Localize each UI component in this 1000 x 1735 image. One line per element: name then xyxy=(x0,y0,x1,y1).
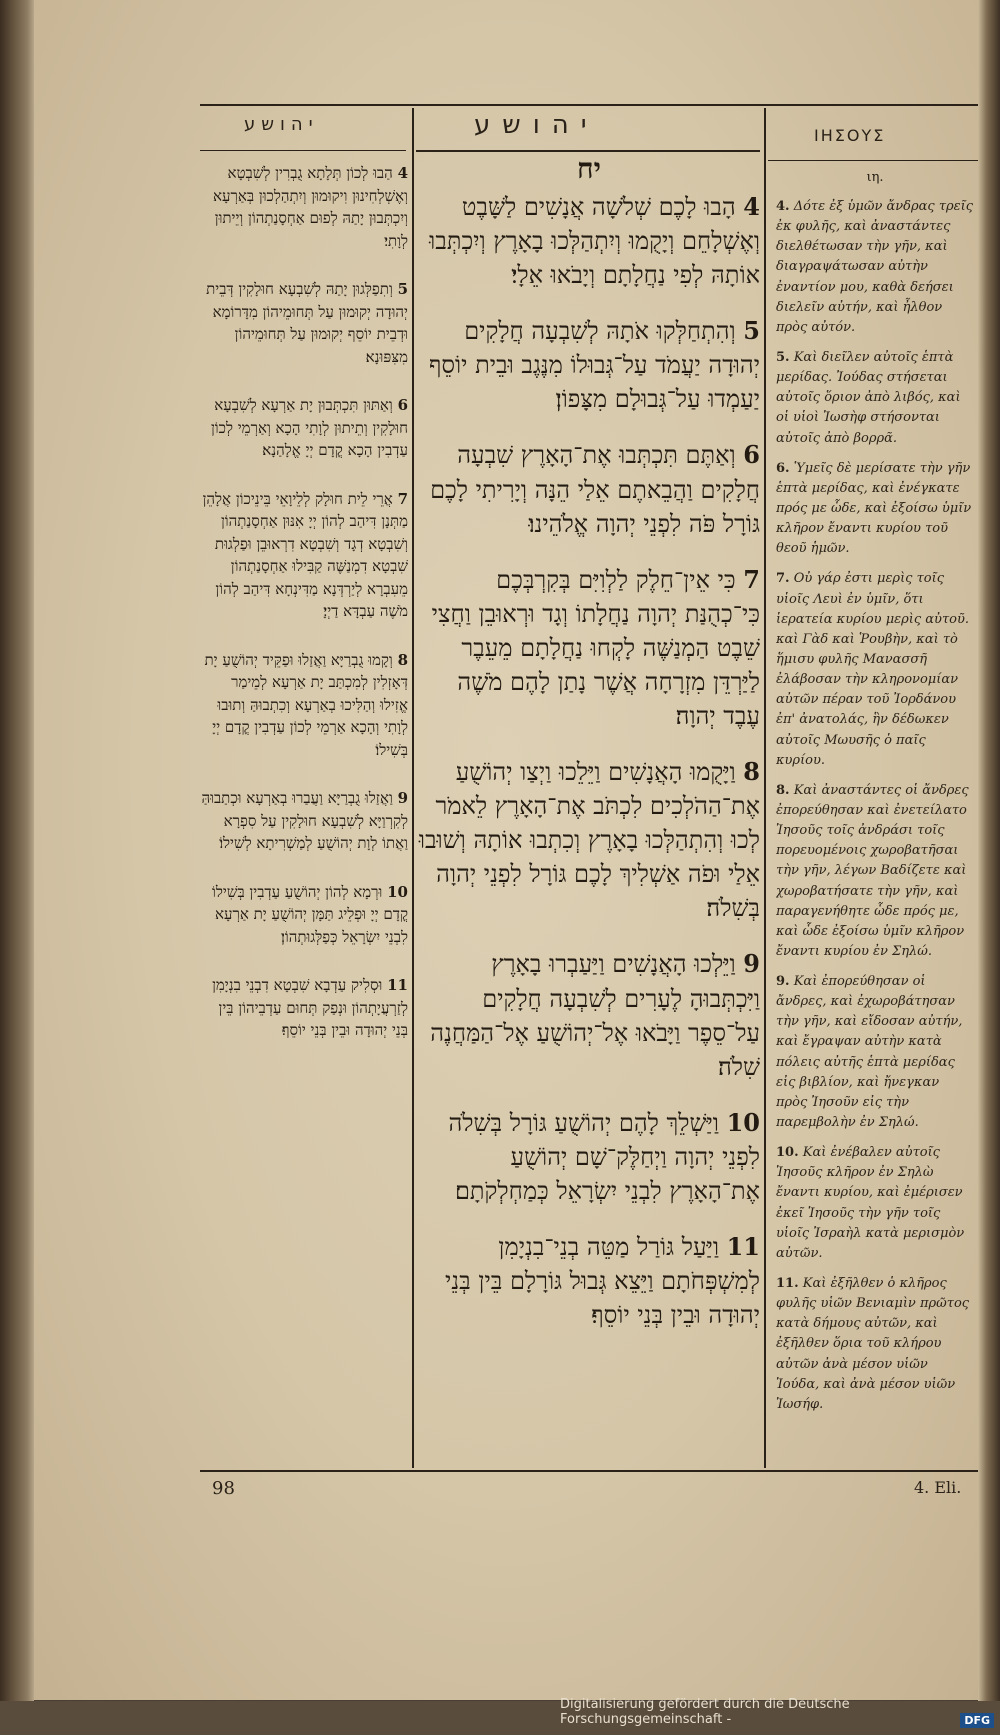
aramaic-verse-text: אֲרֵי לֵית חוּלָק לְלֵיוָאֵי בֵּינֵיכוֹן אֲלָהֵן מַתְּנָן דִּיהַב לְהוֹן יְיָ אִנּוּן אַחְסָנַתְהוֹן וְשִׁבְטָא דְגָד וְשִׁבְטָא דִרְאוּבֵן וּפַלְגוּת שִׁבְטָא דִמְנַשֶּׁה קַבִּילוּ אַחְסָנַתְהוֹן מֵעִבְרָא לְיַרְדְּנָא מַדִּינְחָא דִּיהַב לְהוֹן מֹשֶׁה עַבְדָּא דַיְיָ׃ xyxy=(202,489,408,620)
hebrew-verse xyxy=(418,563,760,733)
aramaic-verse-text: וּסְלִיק עַדְבָא שִׁבְטָא דִבְנֵי בִנְיָמִן לְזַרְעֲיָתְהוֹן וּנְפַק תְּחוּם עַדְבֵיהוֹן בֵּין בְּנֵי יְהוּדָה וּבֵין בְּנֵי יוֹסֵף׃ xyxy=(212,976,408,1039)
hebrew-verse-number: 8 xyxy=(743,757,760,787)
aramaic-verse-text: וְתִפַלְּגוּן יָתַהּ לְשִׁבְעָא חוּלָקִין דְּבֵית יְהוּדָה יְקוּמוּן עַל תְּחוּמֵיהוֹן מִדָּרוֹמָא וּדְבֵית יוֹסֵף יְקוּמוּן עַל תְּחוּמֵיהוֹן מִצִּפּוּנָא׃ xyxy=(206,280,408,366)
greek-verse xyxy=(776,972,974,1133)
hebrew-verse-text: וַיֵּלְכוּ הָאֲנָשִׁים וַיַּעַבְרוּ בָאָרֶץ וַיִּכְתְּבוּהָ לֶעָרִים לְשִׁבְעָה חֲלָקִים עַל־סֵפֶר וַיָּבֹאוּ אֶל־יְהוֹשֻׁעַ אֶל־הַמַּחֲנֶה שִׁלֹה׃ xyxy=(430,950,760,1081)
book-binding-left xyxy=(0,0,34,1735)
header-aramaic: יהושע xyxy=(244,114,319,135)
greek-verse-text: Καὶ διεῖλεν αὐτοῖς ἑπτὰ μερίδας. Ἰούδας στήσεται αὐτοῖς ὅριον ἀπὸ λιβός, καὶ οἱ υἱοὶ Ἰωσὴφ στήσονται αὐτοῖς ἀπὸ βορρᾶ. xyxy=(776,349,961,446)
book-edge-right xyxy=(978,0,1000,1735)
greek-verse xyxy=(776,197,974,338)
greek-verse xyxy=(776,569,974,770)
hebrew-verse-number: 7 xyxy=(743,564,760,594)
aramaic-verse-text: וְקָמוּ גֻבְרַיָּא וַאֲזַלוּ וּפַקֵּיד יְהוֹשֻׁעַ יָת דְּאָזְלִין לְמִכְתַּב יָת אַרְעָא לְמֵימַר אֱזִילוּ וְהַלִּיכוּ בְאַרְעָא וְכִתְבוּהַּ וְתוּבוּ לְוָתִי וְהָכָא אַרְמֵי לְכוֹן עַדְבִין קֳדָם יְיָ בְּשִׁילוֹ׃ xyxy=(204,650,408,759)
col-rule-2 xyxy=(764,108,766,1468)
hebrew-verse-text: וַיַּשְׁלֵךְ לָהֶם יְהוֹשֻׁעַ גּוֹרָל בְּשִׁלֹה לִפְנֵי יְהוָה וַיְחַלֶּק־שָׁם יְהוֹשֻׁעַ אֶת־הָאָרֶץ לִבְנֵי יִשְׂרָאֵל כְּמַחְלְקֹתָם׃ xyxy=(448,1108,760,1205)
hebrew-verse xyxy=(418,947,760,1083)
aramaic-verse-number: 9 xyxy=(397,789,408,807)
head-rule-aramaic xyxy=(200,150,406,151)
greek-verse-text: Ὑμεῖς δὲ μερίσατε τὴν γῆν ἑπτὰ μερίδας, καὶ ἐνέγκατε πρός με ὧδε, καὶ ἐξοίσω ὑμῖν κλῆρον ἔναντι κυρίου τοῦ θεοῦ ἡμῶν. xyxy=(776,460,972,557)
hebrew-verse xyxy=(418,190,760,292)
header-hebrew: יהושע xyxy=(474,110,599,140)
aramaic-verse xyxy=(200,974,408,1042)
greek-verse xyxy=(776,781,974,962)
hebrew-verse-text: וְהִתְחַלְּקוּ אֹתָהּ לְשִׁבְעָה חֲלָקִים יְהוּדָה יַעֲמֹד עַל־גְּבוּלוֹ מִנֶּגֶב וּבֵית יוֹסֵף יַעַמְדוּ עַל־גְּבוּלָם מִצָּפוֹן׃ xyxy=(428,317,760,414)
greek-verse-number: 5. xyxy=(776,349,790,365)
greek-verse-number: 8. xyxy=(776,782,790,798)
page-number: 98 xyxy=(212,1478,235,1499)
hebrew-verse xyxy=(418,1230,760,1332)
hebrew-verse xyxy=(418,438,760,540)
page-paper xyxy=(34,0,978,1700)
hebrew-verse-number: 9 xyxy=(743,949,760,979)
greek-verse-list xyxy=(776,197,974,1415)
greek-verse-number: 11. xyxy=(776,1276,799,1292)
chapter-number-hebrew: יח xyxy=(577,152,601,185)
aramaic-verse-number: 10 xyxy=(387,882,408,901)
aramaic-verse xyxy=(200,162,408,252)
catchword: 4. Eli. xyxy=(914,1478,962,1497)
greek-verse-number: 7. xyxy=(776,571,790,587)
top-rule xyxy=(200,104,978,106)
hebrew-verse-number: 11 xyxy=(726,1232,760,1262)
hebrew-verse xyxy=(418,755,760,925)
hebrew-verse-text: וַיַּעַל גּוֹרַל מַטֵּה בְנֵי־בִנְיָמִן לְמִשְׁפְּחֹתָם וַיֵּצֵא גְּבוּל גּוֹרָלָם בֵּין בְּנֵי יְהוּדָה וּבֵין בְּנֵי יוֹסֵף׃ xyxy=(445,1233,760,1330)
digitization-credit: Digitalisierung gefördert durch die Deutsche Forschungsgemeinschaft - xyxy=(560,1697,850,1727)
hebrew-verse-text: וַיָּקֻמוּ הָאֲנָשִׁים וַיֵּלֵכוּ וַיְצַו יְהוֹשֻׁעַ אֶת־הַהֹלְכִים לִכְתֹּב אֶת־הָאָרֶץ לֵאמֹר לְכוּ וְהִתְהַלְּכוּ בָאָרֶץ וְכִתְבוּ אוֹתָהּ וְשׁוּבוּ אֵלַי וּפֹה אַשְׁלִיךְ לָכֶם גּוֹרָל לִפְנֵי יְהוָה בְּשִׁלֹה׃ xyxy=(418,758,760,923)
hebrew-verse xyxy=(418,314,760,416)
aramaic-verse-number: 6 xyxy=(397,396,408,414)
aramaic-verse-list xyxy=(200,162,408,1042)
chapter-number-greek: ιη. xyxy=(866,170,884,185)
hebrew-verse-list xyxy=(418,190,760,1332)
greek-verse xyxy=(776,348,974,449)
greek-verse-text: Καὶ ἐνέβαλεν αὐτοῖς Ἰησοῦς κλῆρον ἐν Σηλὼ ἔναντι κυρίου, καὶ ἐμέρισεν ἐκεῖ Ἰησοῦς τὴν γῆν τοῖς υἱοῖς Ἰσραὴλ κατὰ μερισμὸν αὐτῶν. xyxy=(776,1145,965,1261)
greek-verse-text: Καὶ ἀναστάντες οἱ ἄνδρες ἐπορεύθησαν καὶ ἐνετείλατο Ἰησοῦς τοῖς ἀνδράσι τοῖς πορευομένοις χωροβατῆσαι τὴν γῆν, λέγων Βαδίζετε καὶ χωροβατήσατε τὴν γῆν, καὶ παραγενήθητε ὧδε πρός με, καὶ ὧδε ἐξοίσω ὑμῖν κλῆρον ἔναντι κυρίου ἐν Σηλώ. xyxy=(776,782,969,959)
hebrew-column xyxy=(418,152,760,1468)
greek-verse-number: 4. xyxy=(776,199,790,214)
greek-verse-number: 9. xyxy=(776,974,790,990)
aramaic-verse-text: וְאַתּוּן תִּכְתְּבוּן יָת אַרְעָא לְשִׁבְעָא חוּלָקִין וְתֵיתוּן לְוָתִי הָכָא וְאַרְמֵי לְכוֹן עַדְבִין הָכָא קֳדָם יְיָ אֱלָהַנָא׃ xyxy=(210,396,408,459)
hebrew-verse-text: כִּי אֵין־חֵלֶק לַלְוִיִּם בְּקִרְבְּכֶם כִּי־כְהֻנַּת יְהוָה נַחֲלָתוֹ וְגָד וּרְאוּבֵן וַחֲצִי שֵׁבֶט הַמְנַשֶּׁה לָקְחוּ נַחֲלָתָם מֵעֵבֶר לַיַּרְדֵּן מִזְרָחָה אֲשֶׁר נָתַן לָהֶם מֹשֶׁה עֶבֶד יְהוָה׃ xyxy=(431,565,760,731)
aramaic-verse-number: 4 xyxy=(397,164,408,182)
hebrew-verse-text: הָבוּ לָכֶם שְׁלֹשָׁה אֲנָשִׁים לַשָּׁבֶט וְאֶשְׁלָחֵם וְיָקֻמוּ וְיִתְהַלְּכוּ בָאָרֶץ וְיִכְתְּבוּ אוֹתָהּ לְפִי נַחֲלָתָם וְיָבֹאוּ אֵלָי׃ xyxy=(429,193,760,290)
greek-verse-text: Οὐ γάρ ἐστι μερὶς τοῖς υἱοῖς Λευὶ ἐν ὑμῖν, ὅτι ἱερατεία κυρίου μερὶς αὐτοῦ. καὶ Γὰδ καὶ Ῥουβὴν, καὶ τὸ ἥμισυ φυλῆς Μανασσῆ ἐλάβοσαν τὴν κληρονομίαν αὐτῶν πέραν τοῦ Ἰορδάνου ἐπ' ἀνατολάς, ἣν δέδωκεν αὐτοῖς Μωυσῆς ὁ παῖς κυρίου. xyxy=(776,571,970,768)
aramaic-verse xyxy=(200,394,408,462)
greek-verse-text: Καὶ ἐπορεύθησαν οἱ ἄνδρες, καὶ ἐχωροβάτησαν τὴν γῆν, καὶ εἴδοσαν αὐτήν, καὶ ἔγραψαν αὐτὴν κατὰ πόλεις αὐτῆς ἑπτὰ μερίδας εἰς βιβλίον, καὶ ἤνεγκαν πρὸς Ἰησοῦν εἰς τὴν παρεμβολὴν ἐν Σηλώ. xyxy=(776,974,963,1131)
aramaic-verse xyxy=(200,787,408,855)
aramaic-verse xyxy=(200,278,408,368)
aramaic-verse-number: 5 xyxy=(397,280,408,298)
greek-column xyxy=(776,170,974,1466)
aramaic-verse-number: 8 xyxy=(397,650,408,669)
hebrew-verse-number: 10 xyxy=(726,1107,760,1137)
greek-verse xyxy=(776,459,974,560)
hebrew-verse-number: 4 xyxy=(743,192,760,221)
aramaic-verse-text: וּרְמָא לְהוֹן יְהוֹשֻׁעַ עַדְבִין בְּשִׁילוֹ קֳדָם יְיָ וּפְלֵיג תַּמָּן יְהוֹשֻׁעַ יָת אַרְעָא לִבְנֵי יִשְׂרָאֵל כְּפַלְּגוּתְהוֹן׃ xyxy=(212,882,408,946)
hebrew-verse xyxy=(418,1106,760,1208)
dfg-logo: DFG xyxy=(960,1713,994,1728)
greek-verse-number: 10. xyxy=(776,1145,799,1161)
greek-verse xyxy=(776,1143,974,1264)
aramaic-verse-number: 11 xyxy=(387,976,408,994)
aramaic-verse xyxy=(200,488,408,623)
bottom-rule xyxy=(200,1470,978,1472)
hebrew-verse-number: 6 xyxy=(743,440,760,470)
greek-verse-number: 6. xyxy=(776,460,790,476)
header-greek: ΙΗΣΟΥΣ xyxy=(814,126,886,145)
hebrew-verse-number: 5 xyxy=(743,316,760,346)
greek-verse-text: Δότε ἐξ ὑμῶν ἄνδρας τρεῖς ἐκ φυλῆς, καὶ ἀναστάντες διελθέτωσαν τὴν γῆν, καὶ διαγραψάτωσαν αὐτὴν ἐναντίον μου, καθὰ δεήσει διελεῖν αὐτήν, καὶ ἦλθον πρὸς αὐτόν. xyxy=(776,199,974,335)
aramaic-verse-text: הַבוּ לְכוֹן תְּלָתָא גֻבְרִין לְשִׁבְטָא וְאֶשְׁלְחִינוּן וִיקוּמוּן וְיִתְהַלְכוּן בְּאַרְעָא וְיִכְתְּבוּן יָתַהּ לְפוּם אַחְסָנַתְהוֹן וְיֵיתוּן לְוָתִי׃ xyxy=(213,164,408,250)
greek-verse xyxy=(776,1274,974,1415)
aramaic-column xyxy=(200,162,408,1462)
hebrew-verse-text: וְאַתֶּם תִּכְתְּבוּ אֶת־הָאָרֶץ שִׁבְעָה חֲלָקִים וַהֲבֵאתֶם אֵלַי הֵנָּה וְיָרִיתִי לָכֶם גּוֹרָל פֹּה לִפְנֵי יְהוָה אֱלֹהֵינוּ׃ xyxy=(430,441,760,538)
aramaic-verse-number: 7 xyxy=(397,489,408,508)
head-rule-greek xyxy=(768,160,978,161)
col-rule-1 xyxy=(412,108,414,1468)
aramaic-verse-text: וַאֲזַלוּ גֻבְרַיָּא וַעֲבַרוּ בְאַרְעָא וּכְתַבוּהַּ לְקִרְוַיָּא לְשִׁבְעָא חוּלָקִין עַל סִפְרָא וַאֲתוֹ לְוָת יְהוֹשֻׁעַ לְמַשְׁרִיתָא לְשִׁילוֹ׃ xyxy=(201,789,408,852)
aramaic-verse xyxy=(200,881,408,949)
aramaic-verse xyxy=(200,649,408,762)
greek-verse-text: Καὶ ἐξῆλθεν ὁ κλῆρος φυλῆς υἱῶν Βενιαμὶν πρῶτος κατὰ δήμους αὐτῶν, καὶ ἐξῆλθεν ὅρια τοῦ κλήρου αὐτῶν ἀνὰ μέσον υἱῶν Ἰούδα, καὶ ἀνὰ μέσον υἱῶν Ἰωσήφ. xyxy=(776,1276,970,1412)
